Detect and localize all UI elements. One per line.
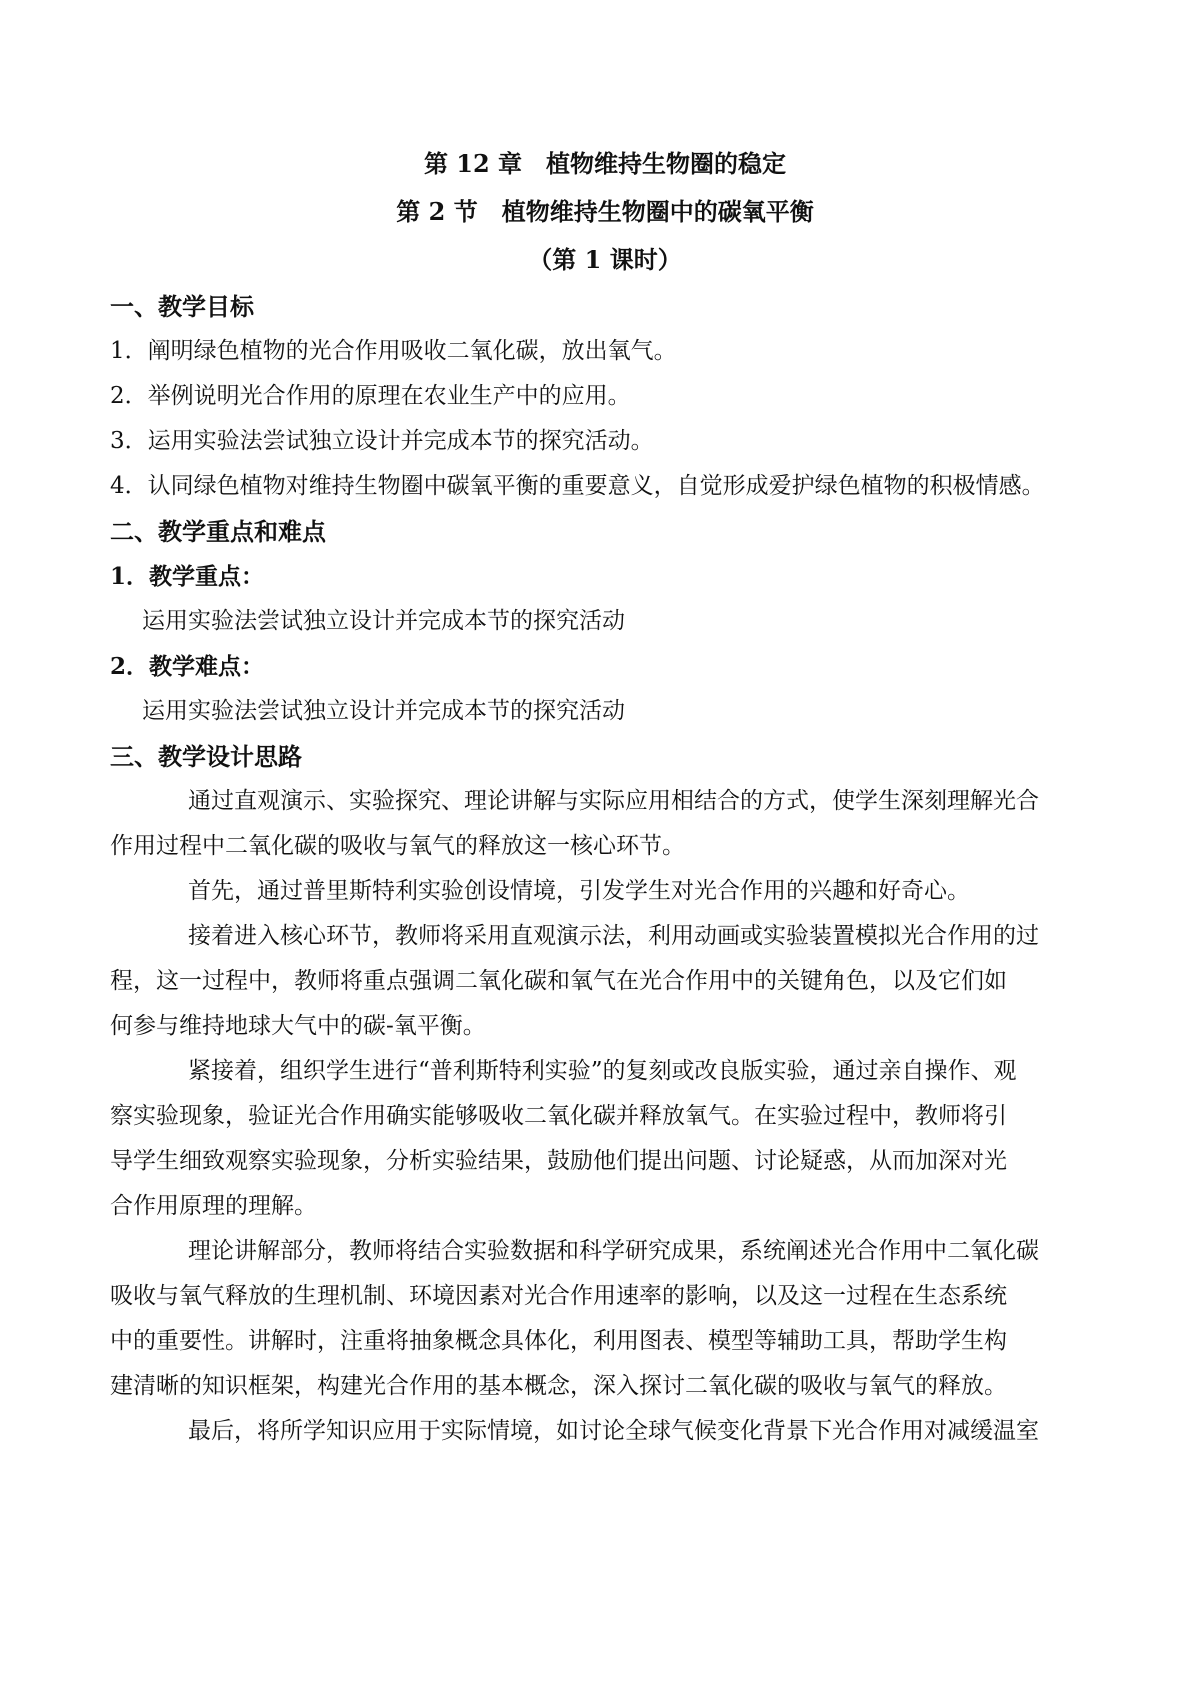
key-points-heading: 二、教学重点和难点	[110, 517, 326, 546]
paragraph-line: 首先，通过普里斯特利实验创设情境，引发学生对光合作用的兴趣和好奇心。	[188, 878, 970, 904]
design-paragraph	[110, 1409, 1100, 1454]
paragraph-line: 建清晰的知识框架，构建光合作用的基本概念，深入探讨二氧化碳的吸收与氧气的释放。	[110, 1373, 1007, 1399]
design-paragraph	[110, 869, 1100, 914]
objective-item: 2．举例说明光合作用的原理在农业生产中的应用。	[110, 383, 631, 409]
objective-item: 1．阐明绿色植物的光合作用吸收二氧化碳，放出氧气。	[110, 338, 677, 364]
design-heading: 三、教学设计思路	[110, 742, 302, 771]
chapter-title: 第 12 章 植物维持生物圈的稳定	[423, 149, 787, 178]
design-paragraph	[110, 914, 1100, 1049]
paragraph-line: 作用过程中二氧化碳的吸收与氧气的释放这一核心环节。	[110, 833, 685, 859]
paragraph-line: 导学生细致观察实验现象，分析实验结果，鼓励他们提出问题、讨论疑惑，从而加深对光	[110, 1148, 1007, 1174]
paragraph-line: 合作用原理的理解。	[110, 1193, 317, 1219]
paragraph-line: 察实验现象，验证光合作用确实能够吸收二氧化碳并释放氧气。在实验过程中，教师将引	[110, 1103, 1007, 1129]
design-paragraph	[110, 779, 1100, 869]
paragraph-line: 紧接着，组织学生进行“普利斯特利实验”的复刻或改良版实验，通过亲自操作、观	[188, 1058, 1017, 1084]
focus-text: 运用实验法尝试独立设计并完成本节的探究活动	[142, 608, 625, 634]
paragraph-line: 理论讲解部分，教师将结合实验数据和科学研究成果，系统阐述光合作用中二氧化碳	[188, 1238, 1039, 1264]
objectives-heading: 一、教学目标	[110, 292, 254, 321]
paragraph-line: 通过直观演示、实验探究、理论讲解与实际应用相结合的方式，使学生深刻理解光合	[188, 788, 1039, 814]
focus-label: 1．教学重点：	[110, 563, 265, 590]
difficulty-label: 2．教学难点：	[110, 653, 265, 680]
section-title: 第 2 节 植物维持生物圈中的碳氧平衡	[396, 197, 814, 226]
paragraph-line: 接着进入核心环节，教师将采用直观演示法，利用动画或实验装置模拟光合作用的过	[188, 923, 1039, 949]
objective-item: 4．认同绿色植物对维持生物圈中碳氧平衡的重要意义，自觉形成爱护绿色植物的积极情感。	[110, 473, 1045, 499]
objective-item: 3．运用实验法尝试独立设计并完成本节的探究活动。	[110, 428, 654, 454]
paragraph-line: 中的重要性。讲解时，注重将抽象概念具体化，利用图表、模型等辅助工具，帮助学生构	[110, 1328, 1007, 1354]
design-paragraph	[110, 1049, 1100, 1229]
lesson-title: （第 1 课时）	[528, 245, 682, 274]
paragraph-line: 最后，将所学知识应用于实际情境，如讨论全球气候变化背景下光合作用对减缓温室	[188, 1418, 1039, 1444]
paragraph-line: 何参与维持地球大气中的碳-氧平衡。	[110, 1013, 486, 1039]
design-paragraph	[110, 1229, 1100, 1409]
difficulty-text: 运用实验法尝试独立设计并完成本节的探究活动	[142, 698, 625, 724]
paragraph-line: 吸收与氧气释放的生理机制、环境因素对光合作用速率的影响，以及这一过程在生态系统	[110, 1283, 1007, 1309]
paragraph-line: 程，这一过程中，教师将重点强调二氧化碳和氧气在光合作用中的关键角色，以及它们如	[110, 968, 1007, 994]
